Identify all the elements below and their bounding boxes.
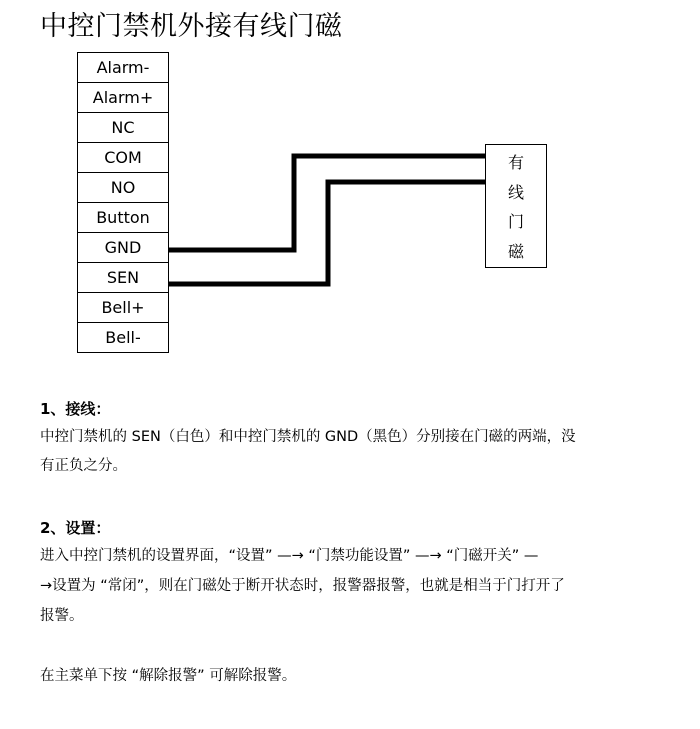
terminal-com: COM — [78, 143, 169, 173]
terminal-gnd: GND — [78, 233, 169, 263]
terminal-no: NO — [78, 173, 169, 203]
section2-heading: 2、设置： — [40, 519, 111, 537]
terminal-bell-plus: Bell+ — [78, 293, 169, 323]
terminal-alarm-minus: Alarm- — [78, 53, 169, 83]
sensor-label-char: 磁 — [507, 241, 524, 261]
page-title: 中控门禁机外接有线门磁 — [40, 11, 343, 42]
note-text: 在主菜单下按 “解除报警” 可解除报警。 — [40, 668, 297, 684]
sensor-label-char: 门 — [507, 212, 524, 232]
terminal-alarm-plus: Alarm+ — [78, 83, 169, 113]
sen-wire — [169, 182, 485, 284]
section1-line: 有正负之分。 — [40, 458, 127, 474]
terminal-bell-minus: Bell- — [78, 323, 169, 353]
section1-line: 中控门禁机的 SEN（白色）和中控门禁机的 GND（黑色）分别接在门磁的两端，没 — [40, 429, 576, 445]
wired-door-sensor — [485, 144, 547, 268]
terminal-nc: NC — [78, 113, 169, 143]
section2-line: 报警。 — [40, 608, 84, 624]
terminal-sen: SEN — [78, 263, 169, 293]
sensor-label-char: 有 — [507, 153, 524, 173]
sensor-label-char: 线 — [507, 182, 524, 202]
section2-line: →设置为 “常闭”，则在门磁处于断开状态时，报警器报警，也就是相当于门打开了 — [40, 578, 565, 594]
terminal-button: Button — [78, 203, 169, 233]
section1-heading: 1、接线： — [40, 400, 111, 418]
section2-line: 进入中控门禁机的设置界面，“设置” —→ “门禁功能设置” —→ “门磁开关” — — [40, 548, 539, 564]
